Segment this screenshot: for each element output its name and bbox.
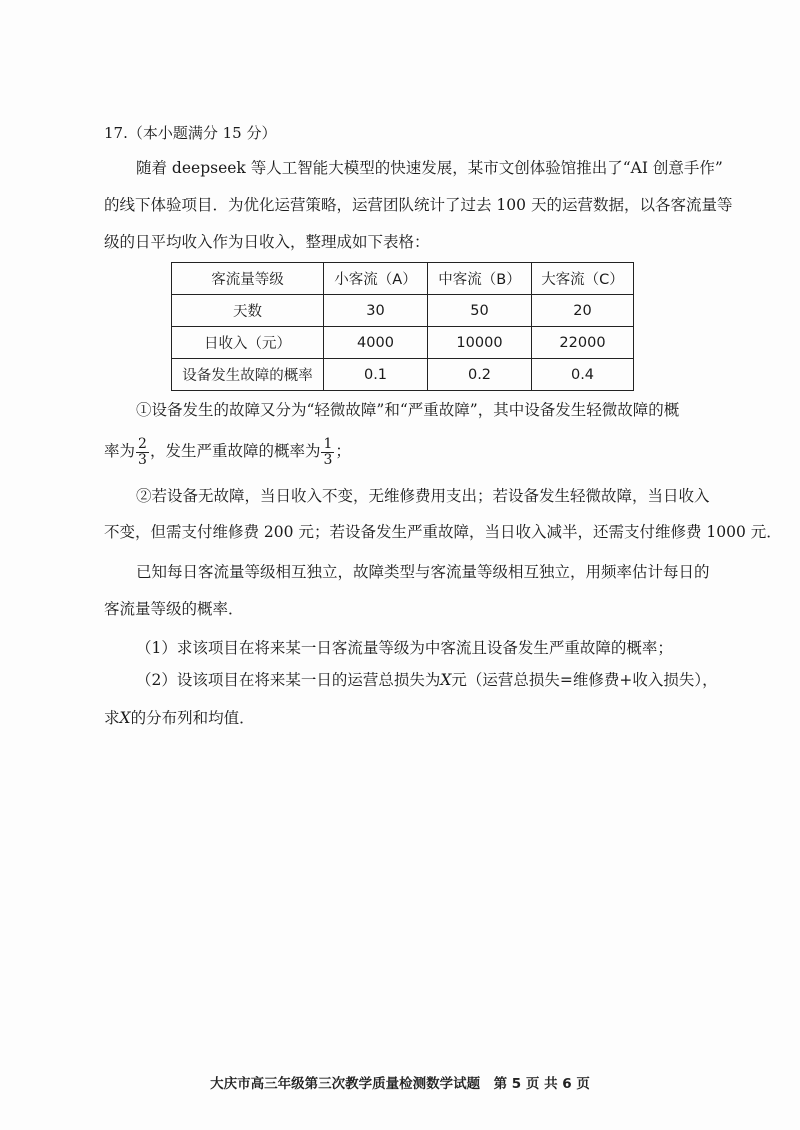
table-cell: 0.4 bbox=[532, 359, 634, 391]
table-header-cell: 中客流（B） bbox=[428, 263, 532, 295]
table-cell: 50 bbox=[428, 295, 532, 327]
table-header-cell: 小客流（A） bbox=[324, 263, 428, 295]
statement-3-line-1: 已知每日客流量等级相互独立，故障类型与客流量等级相互独立，用频率估计每日的 bbox=[136, 563, 710, 581]
variable-x: X bbox=[440, 671, 452, 689]
statement-1-prefix: 率为 bbox=[104, 442, 136, 460]
table-cell: 天数 bbox=[172, 295, 324, 327]
table-cell: 20 bbox=[532, 295, 634, 327]
table-cell: 22000 bbox=[532, 327, 634, 359]
table-cell: 30 bbox=[324, 295, 428, 327]
statement-1-suffix: ； bbox=[335, 442, 351, 460]
part-2-suffix: 元（运营总损失=维修费+收入损失）， bbox=[451, 671, 718, 689]
part-2-line-2-prefix: 求 bbox=[104, 709, 120, 727]
table-cell: 设备发生故障的概率 bbox=[172, 359, 324, 391]
table-header-cell: 客流量等级 bbox=[172, 263, 324, 295]
statement-1-line-1: ①设备发生的故障又分为“轻微故障”和“严重故障”，其中设备发生轻微故障的概 bbox=[136, 401, 680, 419]
fraction-numerator: 1 bbox=[323, 435, 333, 452]
table-cell: 日收入（元） bbox=[172, 327, 324, 359]
table-cell: 0.1 bbox=[324, 359, 428, 391]
fraction-denominator: 3 bbox=[323, 451, 333, 468]
part-2-prefix: （2）设该项目在将来某一日的运营总损失为 bbox=[136, 671, 441, 689]
table-cell: 0.2 bbox=[428, 359, 532, 391]
table-cell: 10000 bbox=[428, 327, 532, 359]
variable-x: X bbox=[119, 709, 131, 727]
fraction-two-thirds bbox=[136, 437, 149, 468]
statement-1-middle: ，发生严重故障的概率为 bbox=[149, 442, 321, 460]
statement-2-line-1: ②若设备无故障，当日收入不变，无维修费用支出；若设备发生轻微故障，当日收入 bbox=[136, 487, 710, 505]
fraction-numerator: 2 bbox=[138, 435, 147, 452]
statement-1-line-2 bbox=[104, 436, 351, 468]
question-header: 17.（本小题满分 15 分） bbox=[104, 124, 277, 142]
part-2-line-2 bbox=[104, 708, 255, 728]
table-row bbox=[172, 327, 634, 359]
intro-line-1: 随着 deepseek 等人工智能大模型的快速发展，某市文创体验馆推出了“AI 创意手作” bbox=[136, 159, 723, 177]
data-table bbox=[171, 262, 634, 391]
statement-3-line-2: 客流量等级的概率． bbox=[104, 600, 244, 618]
table-row bbox=[172, 295, 634, 327]
part-2-line-1 bbox=[136, 670, 718, 690]
intro-line-3: 级的日平均收入作为日收入，整理成如下表格： bbox=[104, 233, 430, 251]
fraction-one-third bbox=[321, 437, 334, 468]
table-header-cell: 大客流（C） bbox=[532, 263, 634, 295]
intro-line-2: 的线下体验项目．为优化运营策略，运营团队统计了过去 100 天的运营数据，以各客流量等 bbox=[104, 196, 733, 214]
statement-2-line-2: 不变，但需支付维修费 200 元；若设备发生严重故障，当日收入减半，还需支付维修费 1000 元． bbox=[104, 523, 782, 541]
fraction-denominator: 3 bbox=[138, 451, 147, 468]
table-cell: 4000 bbox=[324, 327, 428, 359]
page-footer: 大庆市高三年级第三次教学质量检测数学试题 第 5 页 共 6 页 bbox=[210, 1076, 590, 1092]
table-header-row bbox=[172, 263, 634, 295]
part-1: （1）求该项目在将来某一日客流量等级为中客流且设备发生严重故障的概率； bbox=[136, 639, 673, 657]
part-2-line-2-suffix: 的分布列和均值． bbox=[130, 709, 255, 727]
table-row bbox=[172, 359, 634, 391]
